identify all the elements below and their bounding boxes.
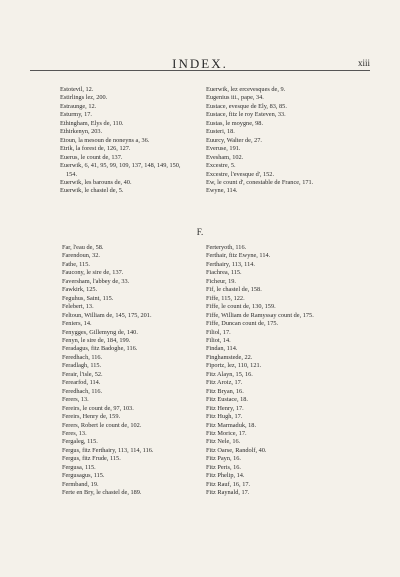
index-entry: Fitz Rauf, 16, 17.: [206, 480, 251, 488]
index-entry: Finghamstede, 22.: [206, 353, 253, 361]
index-entry: Evesham, 102.: [206, 153, 244, 161]
index-entry: Eusteri, 18.: [206, 128, 235, 136]
index-entry: Estotevil, 12.: [60, 86, 94, 93]
index-entry: Fergaleg, 115.: [62, 438, 98, 446]
index-entry: Feredhach, 116.: [62, 387, 103, 395]
index-entry: Feres, 13.: [62, 429, 87, 437]
index-entry: Filiot, 14.: [206, 336, 231, 344]
index-entry: Ethirkenyn, 203.: [60, 128, 103, 136]
index-entry: Euerwik, 6, 41, 95, 99, 109, 137, 148, 149, 150,: [60, 162, 181, 170]
index-entry: Feradlagh, 115.: [62, 362, 102, 370]
index-entry: Euerwik, lez ercevesques de, 9.: [206, 86, 286, 93]
page-number: xiii: [357, 58, 370, 68]
index-entry: Fergus, fitz Ferthairy, 113, 114, 116.: [62, 446, 154, 454]
index-entry: Euerus, le count de, 137.: [60, 153, 123, 161]
header-rule: [30, 70, 370, 71]
index-entry: Faucony, le sire de, 137.: [62, 269, 124, 277]
index-entry: Ew, le count d', conestable de France, 171.: [206, 178, 314, 186]
index-entry: Excestre, l'evesque d', 152.: [206, 170, 275, 178]
index-entry: Fitz Nele, 16.: [206, 438, 241, 446]
index-entry: Etrik, la forest de, 126, 127.: [60, 145, 131, 153]
section-letter-f: F.: [196, 227, 204, 237]
index-entry: Euurcy, Walter de, 27.: [206, 136, 262, 144]
section-f-left-column: [62, 244, 153, 498]
index-entry: Feradagus, fitz Badoghe, 116.: [62, 345, 138, 353]
index-entry: Eustace, evesque de Ely, 83, 85.: [206, 102, 287, 110]
index-entry: Fergusa, 115.: [62, 463, 96, 471]
index-entry: Farendoun, 32.: [62, 252, 100, 260]
index-entry: Feniers, 14.: [62, 320, 92, 328]
section-e-left-column: [60, 86, 181, 196]
index-entry: Everuse, 191.: [206, 145, 241, 153]
page-title: INDEX.: [172, 56, 228, 71]
index-entry: Ferair, l'isle, 52.: [62, 370, 103, 378]
index-entry: Ferers, 13.: [62, 396, 89, 404]
index-entry: Esturmy, 17.: [60, 111, 92, 119]
index-entry: Fathe, 115.: [62, 260, 90, 268]
index-entry: Fif, le chastel de, 158.: [206, 286, 262, 294]
index-entry: Fitz Hugh, 17.: [206, 413, 243, 421]
index-entry: Fereirs, Henry de, 159.: [62, 413, 121, 421]
index-entry: Fergus, fitz Frude, 115.: [62, 455, 121, 463]
index-entry: Etoun, la mesoun de noneyns a, 36.: [60, 136, 150, 144]
index-entry: Ferthairy, 113, 114.: [206, 260, 255, 268]
index-entry: Feltoun, William de, 145, 175, 201.: [62, 311, 152, 319]
index-entry: Fawkirk, 125.: [62, 286, 98, 294]
index-entry: Fitz Eustace, 18.: [206, 396, 248, 404]
index-entry: Fiportz, lez, 110, 121.: [206, 362, 262, 370]
index-entry: Fiachrea, 115.: [206, 269, 242, 277]
index-entry: Ethingham, Elys de, 110.: [60, 119, 124, 127]
index-entry: Felebert, 13.: [62, 303, 94, 311]
index-entry: Fitz Henry, 17.: [206, 404, 244, 412]
index-entry: Fermband, 19.: [62, 480, 99, 488]
index-entry: Euerwik, le chastel de, 5.: [60, 187, 124, 195]
index-entry: Ferers, Robert le count de, 102.: [62, 421, 142, 429]
index-entry: Far, l'eau de, 58.: [62, 244, 104, 251]
index-entry: Fitz Alayn, 15, 16.: [206, 370, 253, 378]
index-entry: Fenyn, le sire de, 184, 199.: [62, 336, 131, 344]
index-entry: Fereirs, le count de, 97, 103.: [62, 404, 134, 412]
index-entry: Eustace, fitz le roy Esteven, 33.: [206, 111, 286, 119]
index-entry: Euerwik, les barouns de, 40.: [60, 178, 132, 186]
index-entry: 154.: [66, 170, 78, 178]
index-entry: Fenygges, Gillemyng de, 140.: [62, 328, 138, 336]
section-e-right-column: [206, 86, 313, 196]
index-entry: Fitz Marmaduk, 18.: [206, 421, 257, 429]
index-entry: Findan, 114.: [206, 345, 238, 353]
section-f-right-column: [206, 244, 314, 498]
index-entry: Fitz Phelip, 14.: [206, 472, 245, 480]
index-entry: Fitz Oarse, Randolf, 40.: [206, 446, 267, 454]
index-entry: Ewyne, 114.: [206, 187, 238, 195]
index-entry: Ferthair, fitz Ewyne, 114.: [206, 252, 271, 260]
index-entry: Fiffe, 115, 122.: [206, 294, 245, 302]
index-entry: Faversham, l'abbey de, 33.: [62, 277, 130, 285]
index-entry: Ferte en Bry, le chastel de, 189.: [62, 489, 142, 497]
index-entry: Feguhus, Saint, 115.: [62, 294, 114, 302]
index-entry: Estraunge, 12.: [60, 102, 97, 110]
index-entry: Estirlings lez, 200.: [60, 94, 108, 102]
index-entry: Fiffe, William de Ramyssay count de, 175.: [206, 311, 314, 319]
index-entry: Fitz Aroiz, 17.: [206, 379, 243, 387]
index-entry: Filiol, 17.: [206, 328, 231, 336]
index-entry: Fiffe, Duncan count de, 175.: [206, 320, 279, 328]
index-entry: Fiffe, le count de, 130, 159.: [206, 303, 276, 311]
index-entry: Ferearfod, 114.: [62, 379, 101, 387]
index-entry: Fitz Raynald, 17.: [206, 489, 250, 497]
index-entry: Fergusagus, 115.: [62, 472, 105, 480]
index-entry: Fitz Bryan, 16.: [206, 387, 244, 395]
index-entry: Ferteryoth, 116.: [206, 244, 247, 251]
index-entry: Excestre, 5.: [206, 162, 236, 170]
index-entry: Fitz Morice, 17.: [206, 429, 247, 437]
index-entry: Ficheur, 19.: [206, 277, 237, 285]
index-entry: Eugenius iii., pape, 34.: [206, 94, 264, 102]
index-entry: Eustas, le moygne, 98.: [206, 119, 264, 127]
index-entry: Feredhach, 116.: [62, 353, 103, 361]
index-entry: Fitz Payn, 16.: [206, 455, 241, 463]
index-entry: Fitz Peris, 16.: [206, 463, 241, 471]
